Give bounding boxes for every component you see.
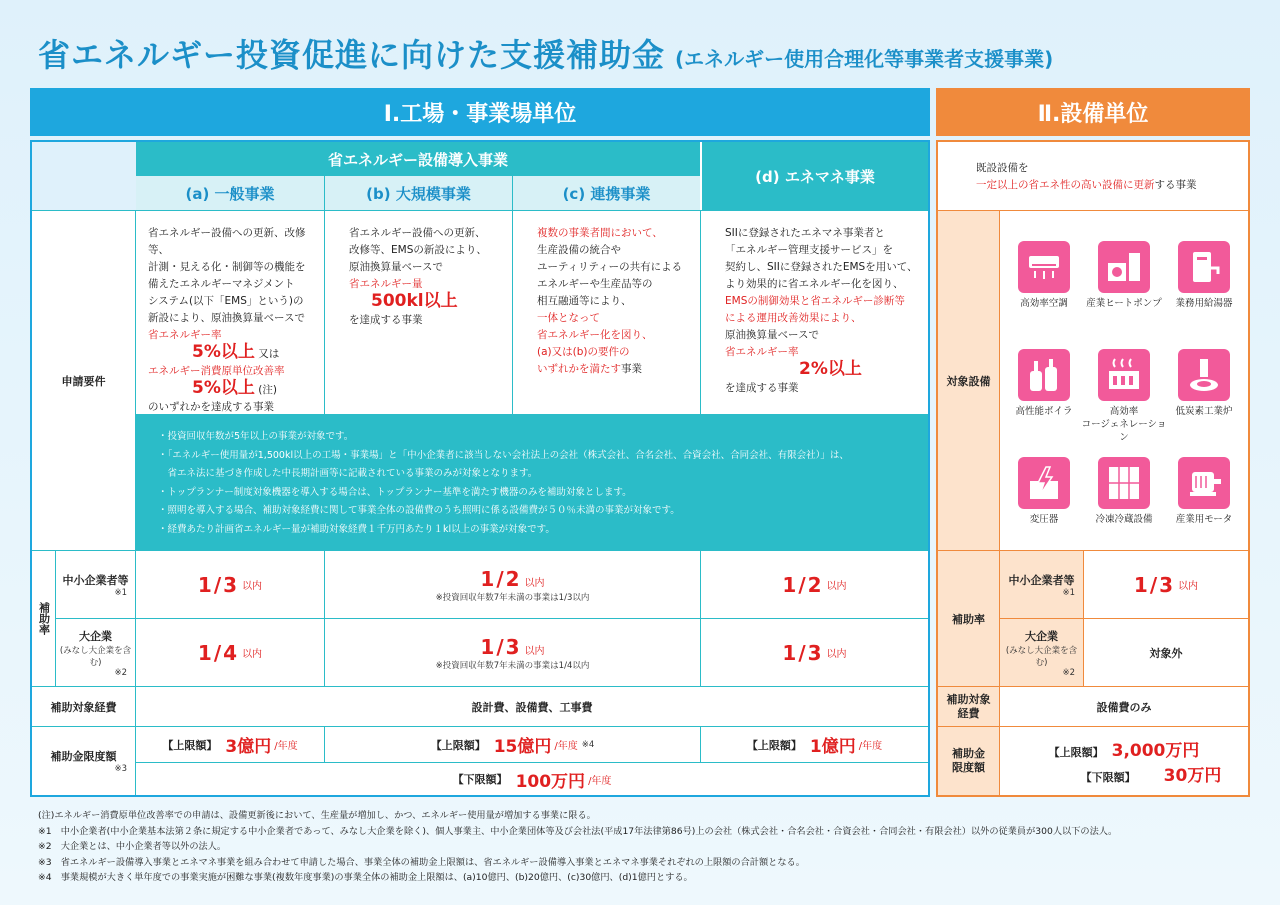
limit-value: 30万円	[1163, 766, 1222, 786]
req-b-line: 改修等、EMSの新設により、	[349, 244, 487, 256]
limit-value: 3,000万円	[1111, 741, 1200, 761]
sec2-large-value: 対象外	[1084, 618, 1248, 686]
requirement-d	[700, 210, 928, 414]
row-label-requirements: 申請要件	[32, 210, 136, 550]
rate-large-d	[700, 618, 928, 686]
req-d-line: 省エネルギー率	[725, 346, 799, 358]
rate-suffix: 以内	[826, 581, 847, 592]
limit-value: 15億円	[493, 737, 552, 757]
limit-value: 3億円	[225, 737, 272, 757]
common-note: ・トップランナー制度対象機器を導入する場合は、トップランナー基準を満たす機器のみを補助対象とします。	[158, 486, 632, 498]
rate-suffix: 以内	[242, 581, 263, 592]
equipment-label: 高効率空調	[1020, 298, 1068, 309]
rate-sme-bc	[324, 550, 700, 618]
page-title	[38, 30, 1053, 74]
rate-value: 1/2	[782, 572, 824, 597]
common-note: ・経費あたり計画省エネルギー量が補助対象経費１千万円あたり１kl以上の事業が対象です。	[158, 523, 555, 535]
large-label: 大企業	[1025, 629, 1058, 643]
req-d-line: EMSの制御効果と省エネルギー診断等	[725, 295, 905, 307]
per-year: /年度	[858, 741, 883, 752]
lower-label: 【下限額】	[452, 773, 508, 786]
rate-value: 1/2	[480, 566, 522, 591]
sec2-sme-rate	[1084, 550, 1248, 618]
req-c-line: 生産設備の統合や	[537, 244, 621, 256]
req-a-value-2: 5%以上	[192, 378, 255, 398]
equipment-label: 業務用給湯器	[1175, 298, 1233, 309]
req-a-line: システム(以下「EMS」という)の	[148, 295, 304, 307]
req-b-line: 原油換算量ベースで	[349, 261, 443, 273]
sme-note: ※1	[114, 587, 127, 598]
rate-suffix: 以内	[1178, 581, 1199, 592]
equip-label: 対象設備	[938, 210, 1000, 550]
rate-suffix: 以内	[524, 577, 545, 589]
sme-label: 中小企業者等	[62, 573, 129, 587]
footnotes	[38, 808, 1117, 886]
equipment-label: 高効率 コージェネレーション	[1081, 406, 1167, 443]
large-note: ※2	[1062, 667, 1075, 678]
equipment-label: 高性能ボイラ	[1015, 406, 1073, 417]
furnace-icon	[1178, 349, 1230, 401]
motor-icon	[1178, 457, 1230, 509]
footnote: ※1 中小企業者(中小企業基本法第２条に規定する中小企業者であって、みなし大企業を除く)、個人事業主、中小企業団体等及び会社法(平成17年法律第86号)上の会社（株式会社・合名会社・合資会社・合同会社・有限会社）以外の従業員が300人以下の法人。	[38, 825, 1118, 837]
per-year: /年度	[274, 741, 298, 752]
sec2-rate-label: 補助率	[938, 550, 1000, 686]
req-b-line: 省エネルギー量	[349, 278, 423, 290]
rate-large-a	[136, 618, 324, 686]
rate-large-bc	[324, 618, 700, 686]
section1-panel	[30, 140, 930, 797]
equipment-label: 産業用モータ	[1175, 514, 1233, 525]
requirement-a	[136, 210, 324, 414]
col-head-d: (d) エネマネ事業	[702, 142, 928, 210]
rate-value: 1/4	[197, 640, 240, 665]
footnote: ※2 大企業とは、中小企業者等以外の法人。	[38, 841, 227, 852]
rate-value: 1/3	[782, 640, 824, 665]
footnote: ※4 事業規模が大きく単年度での事業実施が困難な事業(複数年度事業)の事業全体の補助金上限額は、(a)10億円、(b)20億円、(c)30億円、(d)1億円とする。	[38, 872, 693, 883]
req-c-line: いずれかを満たす	[537, 363, 621, 375]
water-heater-icon	[1178, 241, 1230, 293]
equipment-label: 冷凍冷蔵設備	[1095, 514, 1153, 525]
col-head-c: (c) 連携事業	[512, 176, 700, 210]
sme-label: 中小企業者等	[1008, 573, 1075, 587]
cogeneration-icon	[1098, 349, 1150, 401]
req-a-value-1: 5%以上	[192, 342, 255, 362]
req-d-line: を達成する事業	[725, 382, 799, 394]
rate-sme-a	[136, 550, 324, 618]
upper-label: 【上限額】	[1048, 746, 1104, 759]
heatpump-icon	[1098, 241, 1150, 293]
req-c-line: 一体となって	[537, 312, 600, 324]
rate-suffix: 以内	[524, 645, 545, 657]
req-a-line: 省エネルギー率	[148, 329, 222, 341]
large-sub: (みなし大企業を含む)	[59, 645, 132, 668]
limit-note: ※4	[581, 739, 595, 750]
rate-suffix: 以内	[826, 649, 847, 660]
req-a-line: 新設により、原油換算量ベースで	[148, 312, 305, 324]
row-label-limit	[32, 726, 136, 795]
sme-note: ※1	[1062, 587, 1075, 598]
req-b-line: 省エネルギー設備への更新、	[349, 227, 486, 239]
common-note: 省エネ法に基づき作成した中長期計画等に記載されている事業のみが対象となります。	[158, 468, 538, 479]
per-year: /年度	[588, 775, 612, 787]
requirement-c	[512, 210, 700, 414]
expenses-value: 設計費、設備費、工事費	[136, 686, 928, 726]
sec2-expense-value: 設備費のみ	[1000, 686, 1248, 726]
row-label-sme	[56, 550, 136, 618]
limit-value: 1億円	[809, 737, 856, 757]
req-a-or: 又は	[258, 348, 280, 360]
req-d-value: 2%以上	[799, 359, 862, 379]
rate-suffix: 以内	[242, 649, 263, 660]
req-c-line: 複数の事業者間において、	[537, 227, 663, 239]
req-c-line-end: 事業	[621, 363, 642, 375]
row-label-rate: 補助率	[32, 550, 56, 686]
upper-label: 【上限額】	[430, 738, 486, 752]
req-a-line: のいずれかを達成する事業	[148, 401, 274, 413]
title-sub: (エネルギー使用合理化等事業者支援事業)	[675, 47, 1054, 71]
large-label: 大企業	[79, 629, 112, 643]
req-d-line: SIIに登録されたエネマネ事業者と	[725, 227, 885, 239]
footnote: ※3 省エネルギー設備導入事業とエネマネ事業を組み合わせて申請した場合、事業全体の補助金上限額は、省エネルギー設備導入事業とエネマネ事業それぞれの上限額の合計額となる。	[38, 856, 805, 868]
req-a-line: 省エネルギー設備への更新、改修等、	[148, 227, 306, 256]
common-notes-box	[136, 414, 928, 550]
section1-header: Ⅰ.工場・事業場単位	[30, 88, 930, 136]
req-b-line: を達成する事業	[349, 314, 423, 326]
req-c-line: エネルギーや生産品等の	[537, 278, 653, 290]
title-main: 省エネルギー投資促進に向けた支援補助金	[38, 36, 666, 74]
rate-note: ※投資回収年数7年未満の事業は1/3以内	[435, 592, 590, 603]
upper-label: 【上限額】	[746, 738, 802, 752]
aircon-icon	[1018, 241, 1070, 293]
boiler-icon	[1018, 349, 1070, 401]
req-d-line: 「エネルギー管理支援サービス」を	[725, 244, 893, 256]
sec2-expense-label: 補助対象 経費	[938, 686, 1000, 726]
limit-bc	[324, 726, 700, 762]
per-year: /年度	[554, 741, 578, 752]
rate-value: 1/3	[197, 572, 240, 597]
sec2-limit-values	[1000, 726, 1248, 795]
req-a-note: (注)	[258, 384, 277, 396]
lower-label: 【下限額】	[1080, 771, 1136, 784]
intro-end: する事業	[1154, 179, 1197, 191]
refrigerator-icon	[1098, 457, 1150, 509]
req-d-line: による運用改善効果により、	[725, 312, 862, 324]
rate-value: 1/3	[480, 634, 522, 659]
req-a-line: 計測・見える化・制御等の機能を	[148, 261, 306, 273]
req-d-line: 原油換算量ベースで	[725, 329, 819, 341]
common-note: ・投資回収年数が5年以上の事業が対象です。	[158, 431, 354, 442]
upper-label: 【上限額】	[162, 738, 218, 752]
transformer-icon	[1018, 457, 1070, 509]
intro-highlight: 一定以上の省エネ性の高い設備に更新	[976, 179, 1155, 191]
sec2-large-label	[1000, 618, 1084, 686]
limit-note: ※3	[114, 764, 127, 774]
req-c-line: ユーティリティーの共有による	[537, 261, 683, 273]
req-a-line: エネルギー消費原単位改善率	[148, 365, 285, 377]
limit-value: 100万円	[515, 771, 586, 792]
common-note: ・「エネルギー使用量が1,500kl以上の工場・事業場」と「中小企業者に該当しない会社法上の会社（株式会社、合名会社、合資会社、合同会社、有限会社）」は、	[158, 449, 849, 461]
rate-sme-d	[700, 550, 928, 618]
row-label-large	[56, 618, 136, 686]
req-c-line: 省エネルギー化を図り、	[537, 329, 653, 341]
req-c-line: (a)又は(b)の要件の	[537, 346, 630, 358]
limit-label: 補助金限度額	[50, 750, 117, 763]
section2-header: Ⅱ.設備単位	[936, 88, 1250, 136]
limit-lower	[136, 762, 928, 795]
req-c-line: 相互融通等により、	[537, 295, 632, 307]
large-sub: (みなし大企業を含む)	[1005, 645, 1078, 668]
intro-line: 既設設備を	[976, 162, 1029, 174]
equipment-grid	[1000, 210, 1248, 550]
rate-note: ※投資回収年数7年未満の事業は1/4以内	[435, 660, 590, 671]
sec2-limit-label: 補助金 限度額	[938, 726, 1000, 795]
section2-panel	[936, 140, 1250, 797]
equip-intro-header: 省エネルギー設備導入事業	[136, 142, 700, 176]
req-b-value: 500kl以上	[371, 291, 458, 311]
limit-d	[700, 726, 928, 762]
requirement-b	[324, 210, 512, 414]
equipment-label: 変圧器	[1029, 514, 1059, 525]
col-head-b: (b) 大規模事業	[324, 176, 512, 210]
equipment-label: 低炭素工業炉	[1175, 406, 1233, 417]
equipment-label: 産業ヒートポンプ	[1086, 298, 1162, 309]
rate-value: 1/3	[1133, 572, 1176, 597]
req-a-line: 備えたエネルギーマネジメント	[148, 278, 295, 290]
req-d-line: 契約し、SIIに登録されたEMSを用いて、	[725, 261, 918, 273]
limit-a	[136, 726, 324, 762]
large-note: ※2	[114, 667, 127, 678]
common-note: ・照明を導入する場合、補助対象経費に関して事業全体の設備費のうち照明に係る設備費が５０％未満の事業が対象です。	[158, 505, 680, 516]
row-label-expenses: 補助対象経費	[32, 686, 136, 726]
corner-blank	[32, 142, 136, 210]
footnote: (注)エネルギー消費原単位改善率での申請は、設備更新後において、生産量が増加し、かつ、エネルギー使用量が増加する事業に限る。	[38, 810, 596, 821]
col-head-a: (a) 一般事業	[136, 176, 324, 210]
sec2-sme-label	[1000, 550, 1084, 618]
req-d-line: より効果的に省エネルギー化を図り、	[725, 278, 904, 290]
sec2-intro	[938, 142, 1248, 210]
